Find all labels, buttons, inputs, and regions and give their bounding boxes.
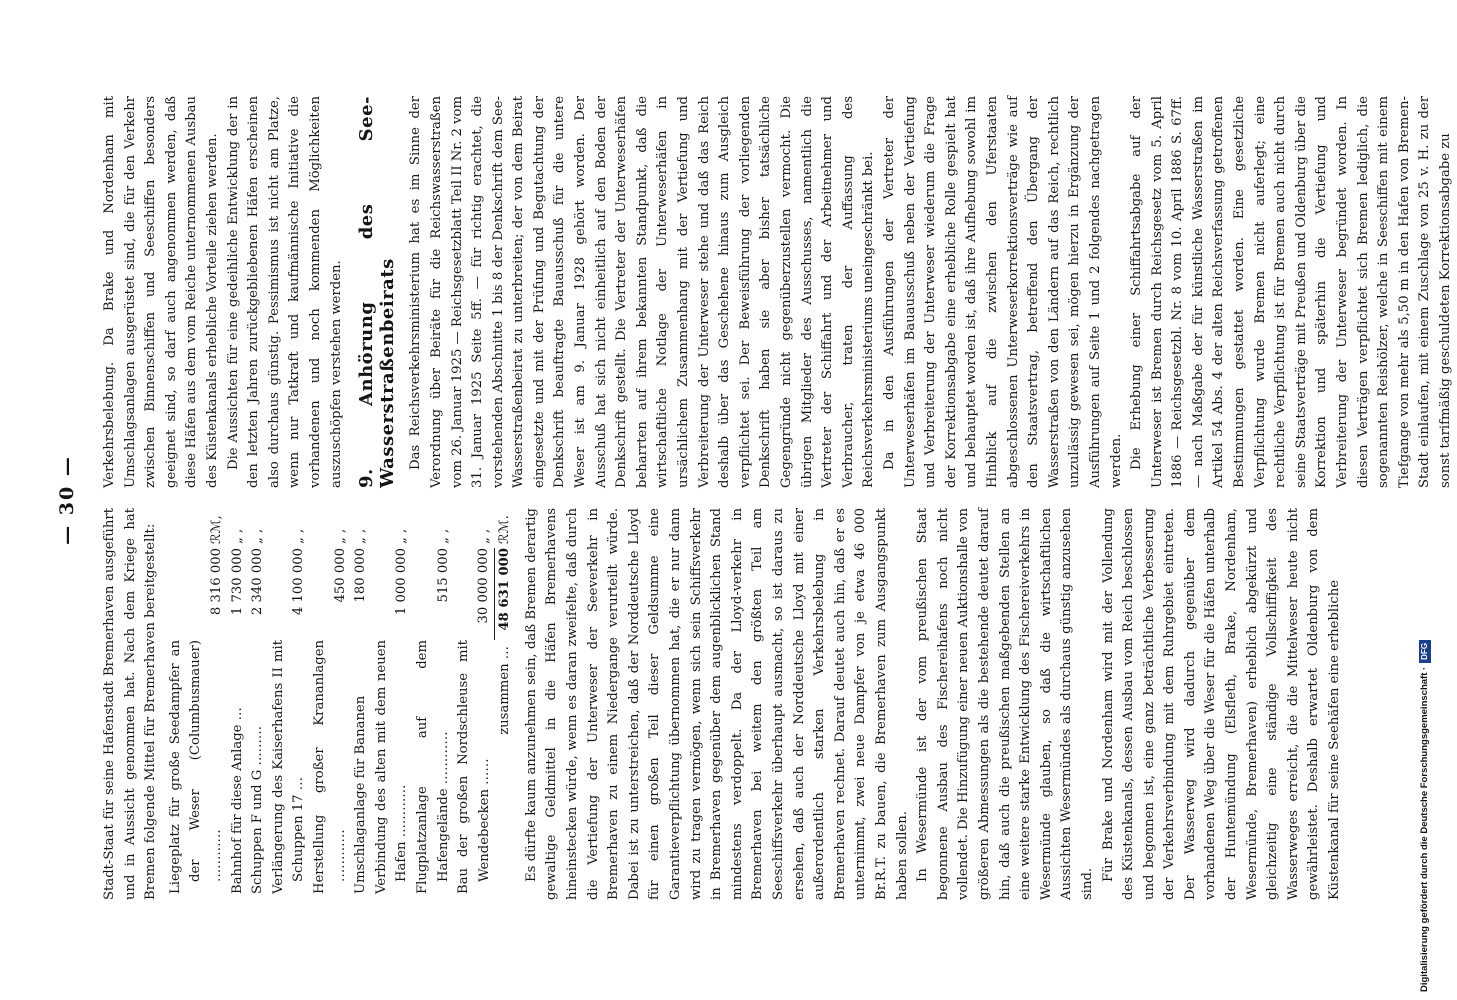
paragraph: Die Erhebung einer Schiffahrtsabgabe auf der Unterweser ist Bremen durch Reichsgesetz vom 5. April 1886 — Reichsgesetzbl. Nr. 8 vom 10. April 1886 S. 67ff. — nach Maßgabe der für künstliche Wasserstraßen im Artikel 54 Abs. 4 der alten Reichsverfassung getroffenen Bestimmungen gestattet worden. Eine gesetzliche Verpflichtung wurde Bremen nicht auferlegt; eine rechtliche Verpflichtung ist für Bremen auch nicht durch seine Staatsverträge mit Preußen und Oldenburg über die Korrektion und späterhin die Vertiefung und Verbreiterung der Unterweser begründet worden. In diesen Verträgen verpflichtet sich Bremen lediglich, die sogenannten Reishölzer, welche in Seeschiffen mit einem Tiefgange von mehr als 5,50 m in den Hafen von Bremen-Stadt einlaufen, mit einem Zuschlage von 25 v. H. zu der sonst tarifmäßig geschuldeten Korrektionsabgabe zu	[1129, 96, 1453, 488]
cost-amount: 515 000	[435, 548, 451, 603]
cost-unit: „ ,	[394, 528, 410, 544]
cost-row	[372, 508, 413, 900]
paragraph: Für Brake und Nordenham wird mit der Vollendung des Küstenkanals, dessen Ausbau vom Reich beschlossen und begonnen ist, eine ganz beträchtliche Verbesserung der Verkehrsverbindung mit dem Ruhrgebiet eintreten. Der Wasserweg wird dadurch gegenüber dem vorhandenen Weg über die Weser für die Häfen unterhalb der Huntemündung (Elsfleth, Brake, Nordenham, Wesermünde, Bremerhaven) erheblich abgekürzt und gleichzeitig eine ständige Vollschiffigkeit des Wasserweges erreicht, die die Mittelweser heute nicht gewährleistet. Deshalb erwartet Oldenburg von dem Küstenkanal für seine Seehäfen eine erhebliche	[1100, 508, 1343, 900]
cost-label: Bau der großen Nordschleuse mit Wendebecken ……	[456, 640, 492, 894]
cost-unit: „ ,	[332, 528, 348, 544]
digitization-note-text: Digitalisierung gefördert durch die Deutsche Forschungsgemeinschaft ·	[1419, 666, 1430, 992]
paragraph: Stadt-Staat für seine Hafenstadt Bremerhaven ausgeführt und in Aussicht genommen hat. Nach dem Kriege hat Bremen folgende Mittel für Bremerhaven bereitgestellt:	[102, 508, 159, 900]
cost-unit: „ ,	[250, 528, 266, 544]
dfg-logo: DFG	[1419, 640, 1431, 663]
cost-label: Flugplatzanlage auf dem Hafengelände …………	[414, 640, 451, 894]
cost-total-row	[495, 508, 516, 900]
cost-label: Liegeplatz für große Seedampfer an der Weser (Columbusmauer) …………	[167, 640, 224, 894]
cost-label: Schuppen F und G ………	[250, 725, 266, 894]
paragraph: Da in den Ausführungen der Vertreter der Unterweserhäfen im Bauausschuß neben der Vertiefung und Verbreiterung der Unterweser wiederum die Frage der Korrektionsabgabe eine erhebliche Rolle gespielt hat und behauptet worden ist, daß ihre Aufhebung sowohl im Hinblick auf die zwischen den Uferstaaten abgeschlossenen Unterweserkorrektionsverträge wie auf den Staatsvertrag, betreffend den Übergang der Wasserstraßen von den Ländern auf das Reich, rechtlich unzulässig gewesen sei, mögen hierzu in Ergänzung der Ausführungen auf Seite 1 und 2 folgendes nachgetragen werden.	[881, 96, 1124, 488]
cost-row	[310, 508, 351, 900]
left-column	[100, 508, 1346, 900]
cost-row	[248, 508, 269, 900]
cost-amount: 1 730 000	[229, 548, 245, 616]
cost-total-amount: 48 631 000	[497, 548, 513, 631]
page-number: — 30 —	[56, 455, 78, 545]
cost-unit: „ ,	[353, 528, 369, 544]
paragraph: Verkehrsbelebung. Da Brake und Nordenham mit Umschlagsanlagen ausgerüstet sind, die für den Verkehr zwischen Binnenschiffen und Seeschiffen besonders geeignet sind, so darf auch angenommen werden, daß diese Häfen aus dem vom Reiche unternommenen Ausbau des Küstenkanals erhebliche Vorteile ziehen werden.	[102, 96, 220, 488]
cost-amount: 450 000	[332, 548, 348, 603]
cost-label: Herstellung großer Krananlagen …………	[311, 640, 348, 894]
cost-label: Umschlaganlage für Bananen	[353, 695, 369, 894]
cost-total-label: zusammen …	[497, 646, 513, 735]
paragraph: Das Reichsverkehrsministerium hat es im Sinne der Verordnung über Beiräte für die Reichswasserstraßen vom 26. Januar 1925 — Reichsgesetzblatt Teil II Nr. 2 vom 31. Januar 1925 Seite 5ff. — für richtig erachtet, die vorstehenden Abschnitte 1 bis 8 der Denkschrift dem See-Wasserstraßenbeirat zu unterbreiten; der von dem Beirat eingesetzte und mit der Prüfung und Begutachtung der Denkschrift beauftragte Bauausschuß für die untere Weser ist am 9. Januar 1928 gehört worden. Der Ausschuß hat sich nicht einheitlich auf den Boden der Denkschrift gestellt. Die Vertreter der Unterweserhäfen beharrten auf ihrem bekannten Standpunkt, daß die wirtschaftliche Notlage der Unterweserhäfen in ursächlichem Zusammenhang mit der Vertiefung und Verbreiterung der Unterweser stehe und daß das Reich deshalb über das Geschehene hinaus zum Ausgleich verpflichtet sei. Der Beweisführung der vorliegenden Denkschrift haben sie aber bisher tatsächliche Gegengründe nicht gegenüberzustellen vermocht. Die übrigen Mitglieder des Ausschusses, namentlich die Vertreter der Schiffahrt und der Arbeitnehmer und Verbraucher, traten der Auffassung des Reichsverkehrsministeriums uneingeschränkt bei.	[408, 96, 877, 488]
cost-row	[454, 508, 495, 900]
cost-table	[166, 508, 516, 900]
digitization-note	[1418, 8, 1432, 992]
paragraph: Es dürfte kaum anzunehmen sein, daß Bremen derartig gewaltige Geldmittel in die Häfen Bremerhavens hineinstecken würde, wenn es daran zweifelte, daß durch die Vertiefung der Unterweser der Seeverkehr in Bremerhaven zu einem Niedergange verurteilt würde. Dabei ist zu unterstreichen, daß der Norddeutsche Lloyd für einen großen Teil dieser Geldsumme eine Garantieverpflichtung übernommen hat, die er nur dann wird zu tragen vermögen, wenn sich sein Schiffsverkehr in Bremerhaven gegenüber dem augenblicklichen Stand mindestens verdoppelt. Da der Lloyd-verkehr in Bremerhaven bei weitem den größten Teil am Seeschiffsverkehr überhaupt ausmacht, so ist daraus zu ersehen, daß auch der Norddeutsche Lloyd mit einer außerordentlich starken Verkehrsbelebung in Bremerhaven rechnet. Darauf deutet auch hin, daß er es unternimmt, zwei neue Dampfer von je etwa 46 000 Br.R.T. zu bauen, die Bremerhaven zum Ausgangspunkt haben sollen.	[523, 508, 910, 900]
cost-amount: 4 100 000	[291, 548, 307, 616]
cost-amount: 2 340 000	[250, 548, 266, 616]
cost-amount: 180 000	[353, 548, 369, 603]
paragraph: Die Aussichten für eine gedeihliche Entwicklung der in den letzten Jahren zurückgebliebenen Häfen erscheinen also durchaus günstig. Pessimismus ist nicht am Platze, wenn nur Tatkraft und kaufmännische Initiative die vorhandenen und noch kommenden Möglichkeiten auszuschöpfen verstehen werden.	[225, 96, 344, 488]
cost-amount: 30 000 000	[474, 548, 496, 640]
cost-row	[351, 508, 372, 900]
cost-unit: „ ,	[476, 528, 492, 544]
cost-unit: ℛℳ,	[208, 515, 224, 544]
cost-amount: 1 000 000	[394, 548, 410, 616]
right-column	[100, 96, 1457, 488]
paragraph: In Wesermünde ist der vom preußischen Staat begonnene Ausbau des Fischereihafens noch nicht vollendet. Die Hinzufügung einer neuen Auktionshalle von größeren Abmessungen als die bestehende deutet darauf hin, daß auch die preußischen maßgebenden Stellen an eine weitere starke Entwicklung des Fischereiverkehrs in Wesermünde glauben, so daß die wirtschaftlichen Aussichten Wesermündes als durchaus günstig anzusehen sind.	[915, 508, 1095, 900]
cost-row	[228, 508, 249, 900]
cost-row	[166, 508, 228, 900]
cost-label: Verlängerung des Kaiserhafens II mit Schuppen 17 …	[270, 640, 307, 894]
cost-total-unit: ℛℳ.	[497, 515, 513, 544]
section-heading: 9. Anhörung des See-Wasserstraßenbeirats	[356, 96, 398, 488]
cost-unit: „ ,	[435, 528, 451, 544]
cost-amount: 8 316 000	[208, 548, 224, 616]
cost-label: Bahnhof für diese Anlage …	[229, 707, 245, 894]
cost-row	[413, 508, 454, 900]
cost-unit: „ ,	[229, 528, 245, 544]
cost-label: Verbindung des alten mit dem neuen Hafen …………	[373, 640, 410, 894]
cost-unit: „ ,	[291, 528, 307, 544]
cost-row	[269, 508, 310, 900]
